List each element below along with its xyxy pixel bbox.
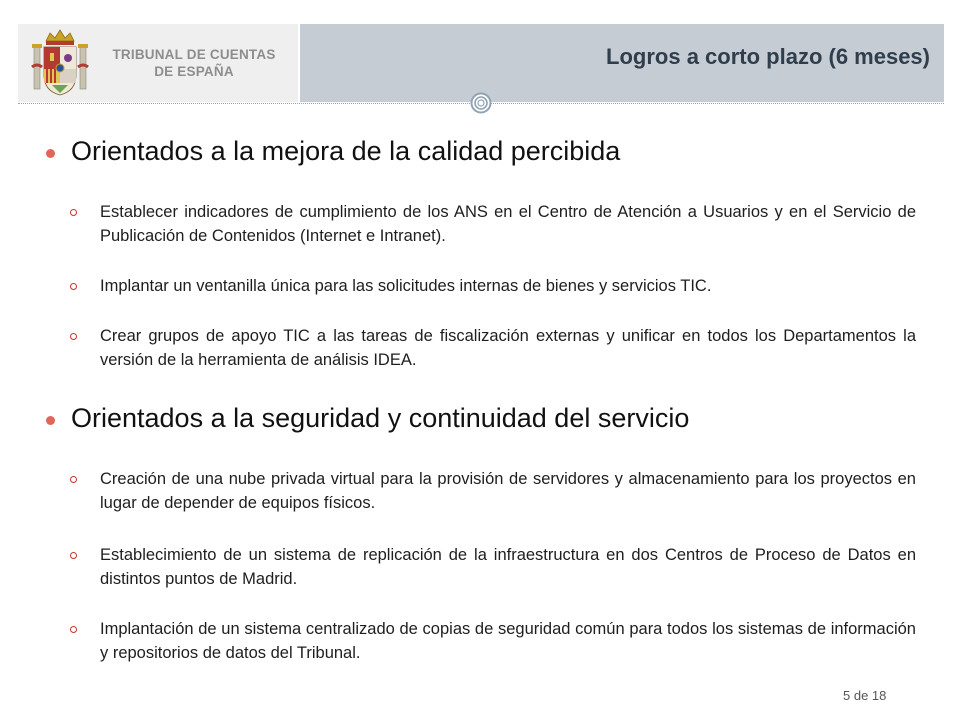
section-heading xyxy=(46,403,926,437)
list-item xyxy=(70,617,916,667)
coat-of-arms-icon xyxy=(30,27,90,99)
list-item xyxy=(70,274,916,300)
page-number: 5 de 18 xyxy=(843,688,887,703)
list-item-text: Establecer indicadores de cumplimiento de los ANS en el Centro de Atención a Usuarios y en el Servicio de Publicación de Contenidos (Internet e Intranet). xyxy=(100,203,916,245)
section-heading xyxy=(46,136,926,170)
circle-bullet-icon xyxy=(70,626,77,633)
slide-title: Logros a corto plazo (6 meses) xyxy=(606,44,930,69)
bullet-dot-icon xyxy=(46,416,55,425)
list-item-text: Implantación de un sistema centralizado de copias de seguridad común para todos los sistemas de información y repositorios de datos del Tribunal. xyxy=(100,620,916,662)
list-item xyxy=(70,324,916,374)
bullet-dot-icon xyxy=(46,149,55,158)
organization-name xyxy=(104,46,284,80)
list-item-text: Establecimiento de un sistema de replicación de la infraestructura en dos Centros de Proceso de Datos en distintos puntos de Madrid. xyxy=(100,546,916,588)
list-item-text: Crear grupos de apoyo TIC a las tareas de fiscalización externas y unificar en todos los Departamentos la versión de la herramienta de análisis IDEA. xyxy=(100,327,916,369)
organization-name-line2: DE ESPAÑA xyxy=(154,64,234,79)
organization-name-line1: TRIBUNAL DE CUENTAS xyxy=(112,47,276,62)
list-item xyxy=(70,467,916,517)
target-ring-icon xyxy=(470,92,492,114)
circle-bullet-icon xyxy=(70,283,77,290)
circle-bullet-icon xyxy=(70,552,77,559)
list-item-text: Creación de una nube privada virtual para la provisión de servidores y almacenamiento para los proyectos en lugar de depender de equipos físicos. xyxy=(100,470,916,512)
list-item xyxy=(70,543,916,593)
section-heading-text: Orientados a la mejora de la calidad percibida xyxy=(71,136,621,166)
section-heading-text: Orientados a la seguridad y continuidad del servicio xyxy=(71,403,690,433)
header-divider xyxy=(299,24,300,102)
list-item xyxy=(70,200,916,250)
circle-bullet-icon xyxy=(70,333,77,340)
circle-bullet-icon xyxy=(70,476,77,483)
list-item-text: Implantar un ventanilla única para las solicitudes internas de bienes y servicios TIC. xyxy=(100,277,712,295)
circle-bullet-icon xyxy=(70,209,77,216)
